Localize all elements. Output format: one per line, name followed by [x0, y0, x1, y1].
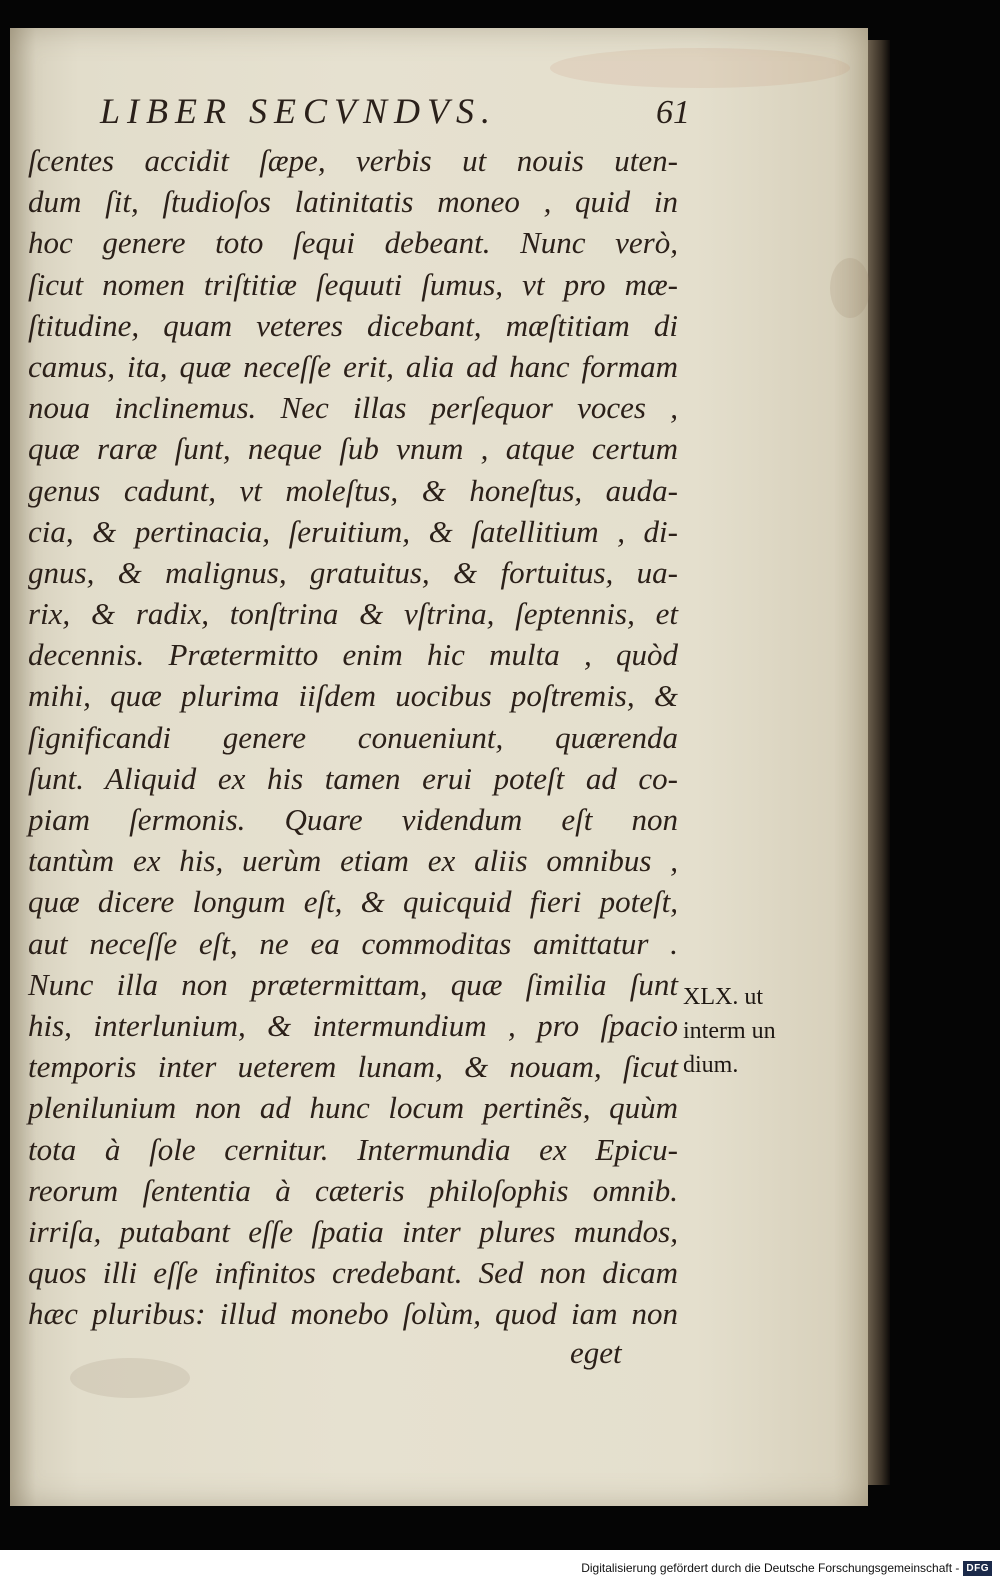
- paper-stain: [70, 1358, 190, 1398]
- text-line: tantùm ex his, uerùm etiam ex aliis omnibus ,: [28, 843, 678, 879]
- text-line: reorum ſententia à cæteris philoſophis omnib.: [28, 1172, 678, 1208]
- text-line: decennis. Prætermitto enim hic multa , quòd: [28, 637, 678, 673]
- text-line: tota à ſole cernitur. Intermundia ex Epicu-: [28, 1131, 678, 1167]
- text-line: ſtitudine, quam veteres dicebant, mæſtitiam di: [28, 307, 678, 343]
- paper-stain: [550, 48, 850, 88]
- text-line: gnus, & malignus, gratuitus, & fortuitus, ua-: [28, 554, 678, 590]
- text-line: cia, & pertinacia, ſeruitium, & ſatellitium , di-: [28, 513, 678, 549]
- text-line: ſicut nomen triſtitiæ ſequuti ſumus, vt pro mæ-: [28, 266, 678, 302]
- text-line: genus cadunt, vt moleſtus, & honeſtus, auda-: [28, 472, 678, 508]
- marginal-note: [683, 980, 823, 1082]
- text-line: piam ſermonis. Quare videndum eſt non: [28, 802, 678, 837]
- paper-stain: [830, 258, 870, 318]
- text-line: quos illi eſſe infinitos credebant. Sed non dicam: [28, 1255, 678, 1291]
- text-line: mihi, quæ plurima iiſdem uocibus poſtremis, &: [28, 678, 678, 714]
- text-line: hæc pluribus: illud monebo ſolùm, quod iam non: [28, 1296, 678, 1332]
- book-fore-edge: [868, 40, 890, 1485]
- text-line: plenilunium non ad hunc locum pertinẽs, quùm: [28, 1090, 678, 1126]
- text-line: irriſa, putabant eſſe ſpatia inter plures mundos,: [28, 1213, 678, 1249]
- digitization-footer: [581, 1554, 992, 1582]
- footer-credit-text: Digitalisierung gefördert durch die Deutsche Forschungsgemeinschaft -: [581, 1561, 960, 1575]
- body-text: [28, 140, 678, 1334]
- running-head: [100, 90, 690, 132]
- text-line: ſunt. Aliquid ex his tamen erui poteſt ad co-: [28, 760, 678, 796]
- text-line: noua inclinemus. Nec illas perſequor voces ,: [28, 390, 678, 426]
- text-line: quæ raræ ſunt, neque ſub vnum , atque certum: [28, 431, 678, 467]
- marginal-note-line: interm un: [683, 1018, 776, 1044]
- text-line: aut neceſſe eſt, ne ea commoditas amittatur .: [28, 925, 678, 961]
- marginal-note-line: XLX. ut: [683, 984, 763, 1010]
- text-line: rix, & radix, tonſtrina & vſtrina, ſeptennis, et: [28, 596, 678, 632]
- running-head-title: LIBER SECVNDVS.: [100, 91, 497, 131]
- text-line: his, interlunium, & intermundium , pro ſpacio: [28, 1007, 678, 1043]
- page-number: 61: [656, 94, 690, 131]
- text-line: hoc genere toto ſequi debeant. Nunc verò,: [28, 225, 678, 261]
- text-line: ſcentes accidit ſæpe, verbis ut nouis uten-: [28, 143, 678, 178]
- text-line: Nunc illa non prætermittam, quæ ſimilia ſunt: [28, 966, 678, 1002]
- text-line: camus, ita, quæ neceſſe erit, alia ad hanc formam: [28, 348, 678, 384]
- catchword: eget: [570, 1335, 622, 1370]
- dfg-logo-icon: DFG: [963, 1561, 992, 1576]
- text-line: temporis inter ueterem lunam, & nouam, ſicut: [28, 1049, 678, 1085]
- text-line: dum ſit, ſtudioſos latinitatis moneo , quid in: [28, 184, 678, 220]
- marginal-note-line: dium.: [683, 1052, 739, 1078]
- text-line: ſignificandi genere conueniunt, quærenda: [28, 719, 678, 755]
- text-line: quæ dicere longum eſt, & quicquid fieri poteſt,: [28, 884, 678, 920]
